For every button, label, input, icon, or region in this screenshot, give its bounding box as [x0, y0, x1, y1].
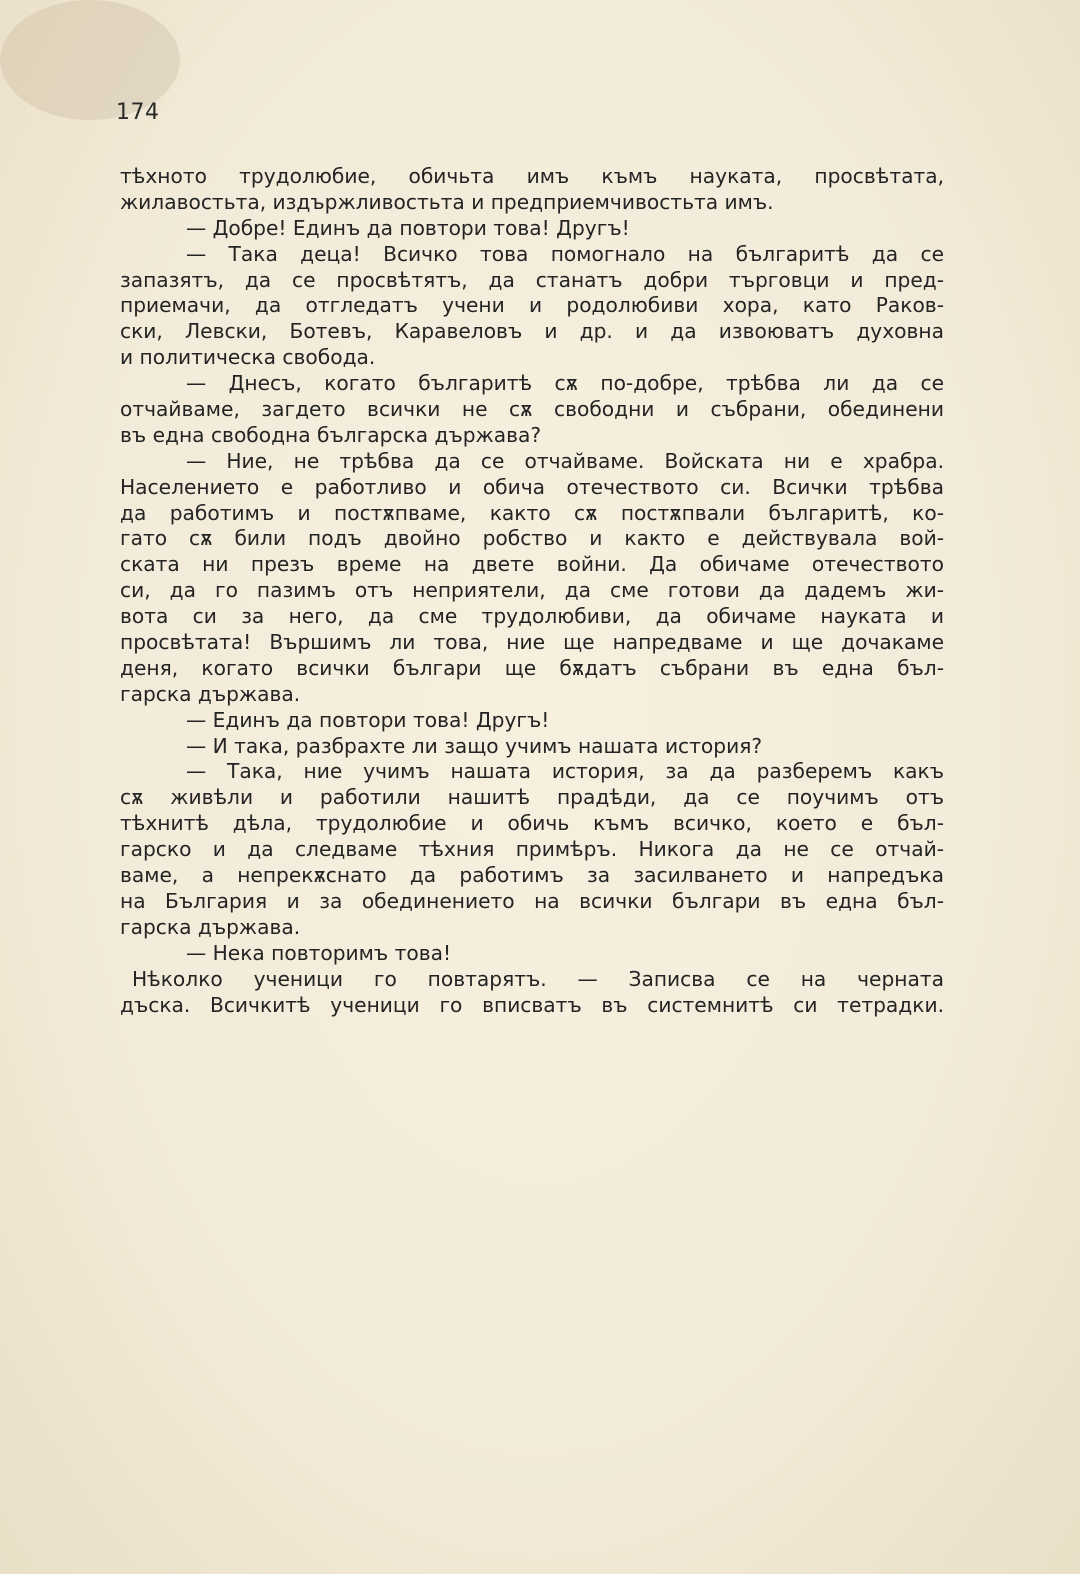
- text-line: на България и за обединението на всички българи въ една бъл-: [120, 888, 944, 913]
- text-line: — Така деца! Всичко това помогнало на българитѣ да се: [186, 241, 944, 266]
- page-number: 174: [116, 100, 160, 125]
- text-line: тѣхното трудолюбие, обичьта имъ къмъ науката, просвѣтата,: [120, 164, 944, 188]
- text-line: тѣхнитѣ дѣла, трудолюбие и обичь къмъ всичко, което е бъл-: [120, 811, 944, 836]
- text-line: жилавостьта, издържливостьта и предприемчивостьта имъ.: [120, 189, 774, 214]
- text-line: да работимъ и постѫпваме, както сѫ постѫпвали българитѣ, ко-: [120, 500, 944, 525]
- text-line: — И така, разбрахте ли защо учимъ нашата история?: [186, 733, 763, 758]
- text-line: дъска. Всичкитѣ ученици го вписватъ въ системнитѣ си тетрадки.: [120, 992, 944, 1017]
- text-line: просвѣтата! Вършимъ ли това, ние ще напредваме и ще дочакаме: [120, 630, 944, 655]
- text-line: и политическа свобода.: [120, 345, 376, 370]
- text-line: ваме, а непрекѫснато да работимъ за засилването и напредъка: [120, 863, 944, 888]
- text-line: вота си за него, да сме трудолюбиви, да обичаме науката и: [120, 604, 944, 629]
- text-line: — Така, ние учимъ нашата история, за да разберемъ какъ: [186, 759, 944, 784]
- text-line: гарска държава.: [120, 914, 301, 939]
- text-line: — Нека повторимъ това!: [186, 940, 452, 965]
- text-line: запазятъ, да се просвѣтятъ, да станатъ добри търговци и пред-: [120, 267, 944, 292]
- text-line: си, да го пазимъ отъ неприятели, да сме готови да дадемъ жи-: [120, 578, 944, 603]
- text-line: въ една свободна българска държава?: [120, 422, 542, 447]
- text-line: — Добре! Единъ да повтори това! Другъ!: [186, 215, 630, 240]
- text-line: гарско и да следваме тѣхния примѣръ. Никога да не се отчай-: [120, 837, 944, 862]
- page-body-text: [120, 164, 944, 1018]
- text-line: — Единъ да повтори това! Другъ!: [186, 707, 550, 732]
- text-line: ската ни презъ време на двете войни. Да обичаме отечеството: [120, 552, 944, 577]
- text-line: сѫ живѣли и работили нашитѣ прадѣди, да се поучимъ отъ: [120, 785, 944, 810]
- text-line: деня, когато всички българи ще бѫдатъ събрани въ една бъл-: [120, 655, 944, 680]
- text-line: — Днесъ, когато българитѣ сѫ по-добре, трѣбва ли да се: [186, 371, 944, 396]
- text-line: — Ние, не трѣбва да се отчайваме. Войската ни е храбра.: [186, 448, 944, 473]
- text-line: приемачи, да отгледатъ учени и родолюбиви хора, като Раков-: [120, 293, 944, 318]
- text-line: ски, Левски, Ботевъ, Каравеловъ и др. и да извоюватъ духовна: [120, 319, 944, 344]
- text-line: Населението е работливо и обича отечеството си. Всички трѣбва: [120, 474, 944, 499]
- text-line: отчайваме, загдето всички не сѫ свободни и събрани, обединени: [120, 397, 944, 422]
- text-line: гато сѫ били подъ двойно робство и както е действувала вой-: [120, 526, 944, 551]
- text-line: гарска държава.: [120, 681, 301, 706]
- text-line: Нѣколко ученици го повтарятъ. — Записва се на черната: [132, 966, 944, 991]
